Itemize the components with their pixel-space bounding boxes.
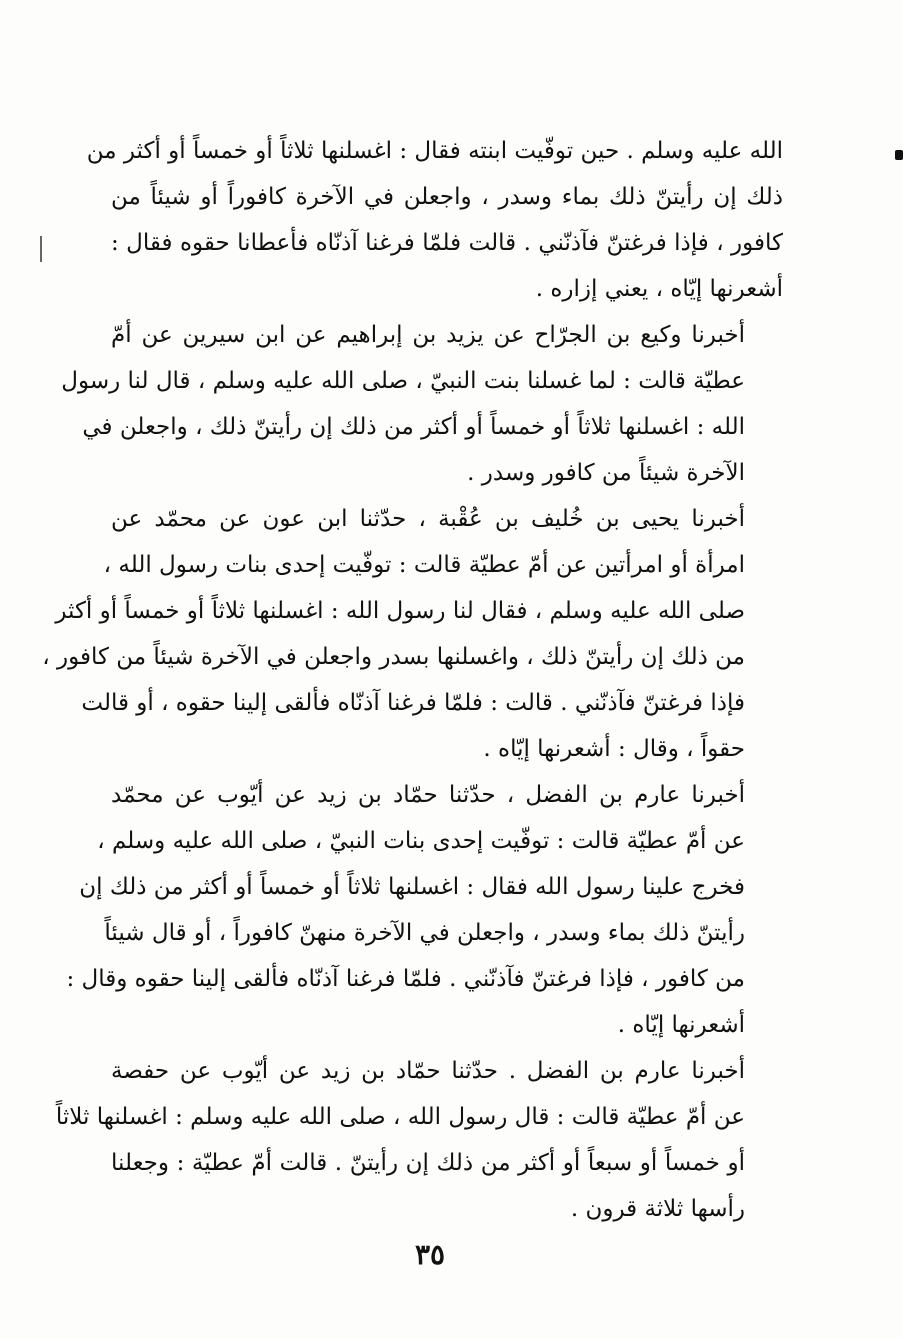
text-line: حقواً ، وقال : أشعرنها إيّاه . xyxy=(483,736,745,762)
text-line: فخرج علينا رسول الله فقال : اغسلنها ثلاثاً أو خمساً أو أكثر من ذلك إن xyxy=(79,874,745,900)
page-text xyxy=(42,128,783,1232)
text-line: امرأة أو امرأتين عن أمّ عطيّة قالت : توفّيت إحدى بنات رسول الله ، xyxy=(103,552,745,578)
paragraph xyxy=(66,772,783,1048)
text-line: عن أمّ عطيّة قالت : توفّيت إحدى بنات النبيّ ، صلى الله عليه وسلم ، xyxy=(97,828,745,854)
margin-tick xyxy=(40,236,42,262)
text-line: ذلك إن رأيتنّ ذلك بماء وسدر ، واجعلن في الآخرة كافوراً أو شيئاً من xyxy=(111,184,783,210)
text-line: أخبرنا عارم بن الفضل ، حدّثنا حمّاد بن زيد عن أيّوب عن محمّد xyxy=(111,782,745,808)
text-line: من كافور ، فإذا فرغتنّ فآذنّني . فلمّا فرغنا آذنّاه فألقى إلينا حقوه وقال : xyxy=(66,966,745,992)
text-line: عطيّة قالت : لما غسلنا بنت النبيّ ، صلى الله عليه وسلم ، قال لنا رسول xyxy=(61,368,745,394)
paragraph xyxy=(42,496,783,772)
text-line: أشعرنها إيّاه . xyxy=(617,1012,745,1038)
text-line: الله عليه وسلم . حين توفّيت ابنته فقال : اغسلنها ثلاثاً أو خمساً أو أكثر من xyxy=(86,138,783,164)
text-line: صلى الله عليه وسلم ، فقال لنا رسول الله : اغسلنها ثلاثاً أو خمساً أو أكثر xyxy=(55,598,745,624)
text-line: كافور ، فإذا فرغتنّ فآذنّني . قالت فلمّا فرغنا آذنّاه فأعطانا حقوه فقال : xyxy=(111,230,783,256)
text-line: عن أمّ عطيّة قالت : قال رسول الله ، صلى الله عليه وسلم : اغسلنها ثلاثاً xyxy=(55,1104,745,1130)
text-line: أشعرنها إيّاه ، يعني إزاره . xyxy=(535,276,783,302)
paragraph xyxy=(55,1048,783,1232)
text-line: رأيتنّ ذلك بماء وسدر ، واجعلن في الآخرة منهنّ كافوراً ، أو قال شيئاً xyxy=(104,920,745,946)
page-number: ٣٥ xyxy=(414,1238,446,1271)
text-line: أخبرنا عارم بن الفضل . حدّثنا حمّاد بن زيد عن أيّوب عن حفصة xyxy=(111,1058,745,1084)
text-line: أو خمساً أو سبعاً أو أكثر من ذلك إن رأيتنّ . قالت أمّ عطيّة : وجعلنا xyxy=(111,1150,745,1176)
text-line: أخبرنا يحيى بن خُليف بن عُقْبة ، حدّثنا ابن عون عن محمّد عن xyxy=(111,506,745,532)
paragraph xyxy=(61,312,783,496)
paragraph xyxy=(86,128,783,312)
text-line: رأسها ثلاثة قرون . xyxy=(570,1196,745,1222)
text-line: الله : اغسلنها ثلاثاً أو خمساً أو أكثر من ذلك إن رأيتنّ ذلك ، واجعلن في xyxy=(82,414,745,440)
text-line: الآخرة شيئاً من كافور وسدر . xyxy=(467,460,745,486)
text-line: من ذلك إن رأيتنّ ذلك ، واغسلنها بسدر واجعلن في الآخرة شيئاً من كافور ، xyxy=(42,644,745,670)
margin-mark xyxy=(895,150,903,160)
text-line: فإذا فرغتنّ فآذنّني . قالت : فلمّا فرغنا آذنّاه فألقى إلينا حقوه ، أو قالت xyxy=(81,690,745,716)
text-line: أخبرنا وكيع بن الجرّاح عن يزيد بن إبراهيم عن ابن سيرين عن أمّ xyxy=(111,322,745,348)
